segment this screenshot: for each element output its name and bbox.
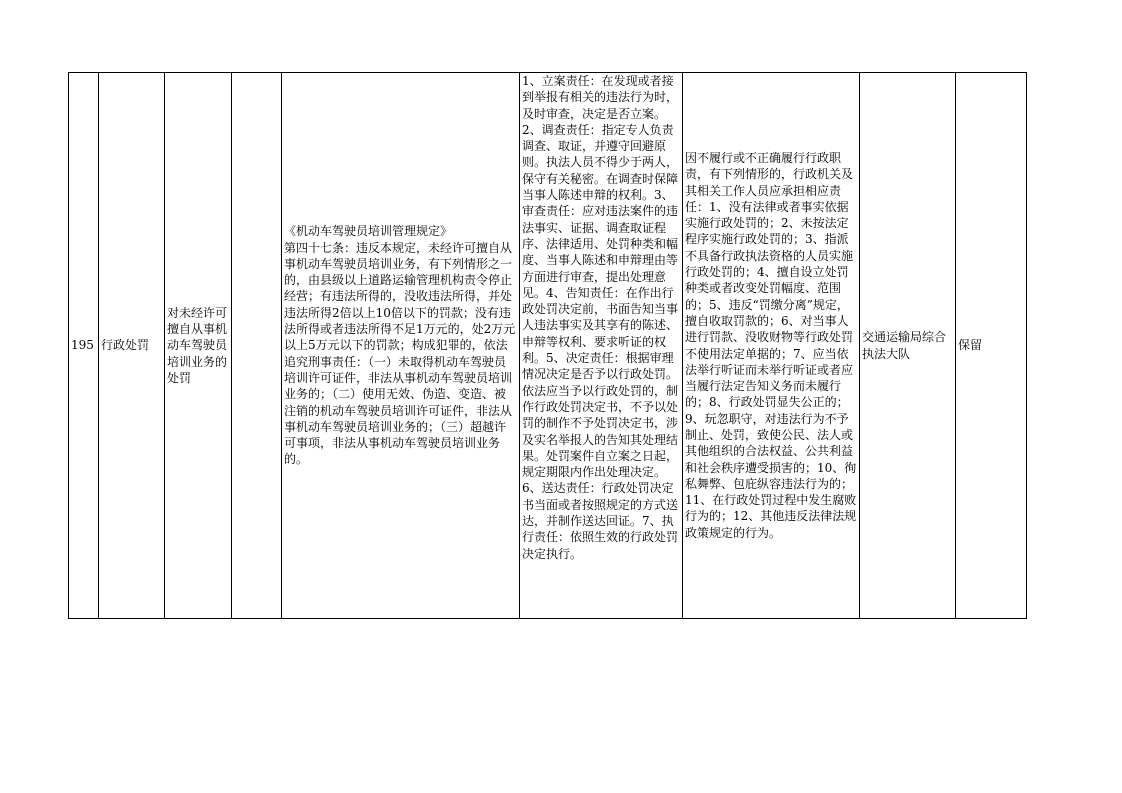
item-number-cell: 195 bbox=[69, 73, 99, 619]
department-cell: 交通运输局综合执法大队 bbox=[860, 73, 956, 619]
responsibility-text: 1、立案责任：在发现或者接到举报有相关的违法行为时，及时审查，决定是否立案。2、调查责任：指定专人负责调查、取证，并遵守回避原则。执法人员不得少于两人，保守有关秘密。在调查时保障当事人陈述申辩的权利。3、审查责任：应对违法案件的违法事实、证据、调查取证程序、法律适用、处罚种类和幅度、当事人陈述和申辩理由等方面进行审查，提出处理意见。4、告知责任：在作出行政处罚决定前，书面告知当事人违法事实及其享有的陈述、申辩等权利、要求听证的权利。5、决定责任：根据审理情况决定是否予以行政处罚。依法应当予以行政处罚的，制作行政处罚决定书，不予以处罚的制作不予处罚决定书，涉及实名举报人的告知其处理结果。处罚案件自立案之日起，规定期限内作出处理决定。 6、送达责任：行政处罚决定书当面或者按照规定的方式送达，并制作送达回证。7、执行责任：依照生效的行政处罚决定执行。 bbox=[522, 74, 679, 561]
sub-item-cell bbox=[232, 73, 282, 619]
remark-cell: 保留 bbox=[956, 73, 1027, 619]
power-list-table bbox=[68, 72, 1027, 619]
item-category-cell: 行政处罚 bbox=[99, 73, 165, 619]
item-name-cell: 对未经许可擅自从事机动车驾驶员培训业务的处罚 bbox=[165, 73, 232, 619]
accountability-cell: 因不履行或不正确履行行政职责，有下列情形的，行政机关及其相关工作人员应承担相应责任：1、没有法律或者事实依据实施行政处罚的；2、未按法定程序实施行政处罚的；3、指派不具备行政执法资格的人员实施行政处罚的；4、擅自设立处罚种类或者改变处罚幅度、范围的；5、违反“罚缴分离”规定，擅自收取罚款的；6、对当事人进行罚款、没收财物等行政处罚不使用法定单据的；7、应当依法举行听证而未举行听证或者应当履行法定告知义务而未履行的；8、行政处罚显失公正的；9、玩忽职守，对违法行为不予制止、处罚，致使公民、法人或其他组织的合法权益、公共利益和社会秩序遭受损害的；10、徇私舞弊、包庇纵容违法行为的；11、在行政处罚过程中发生腐败行为的；12、其他违反法律法规政策规定的行为。 bbox=[683, 73, 860, 619]
responsibility-cell bbox=[520, 73, 683, 619]
legal-basis-cell: 《机动车驾驶员培训管理规定》 第四十七条：违反本规定，未经许可擅自从事机动车驾驶员培训业务，有下列情形之一的，由县级以上道路运输管理机构责令停止经营；有违法所得的，没收违法所得，并处违法所得2倍以上10倍以下的罚款；没有违法所得或者违法所得不足1万元的，处2万元以上5万元以下的罚款；构成犯罪的，依法追究刑事责任：（一）未取得机动车驾驶员培训许可证件，非法从事机动车驾驶员培训业务的；（二）使用无效、伪造、变造、被注销的机动车驾驶员培训许可证件，非法从事机动车驾驶员培训业务的；（三）超越许可事项，非法从事机动车驾驶员培训业务的。 bbox=[282, 73, 520, 619]
table-row bbox=[69, 73, 1027, 619]
